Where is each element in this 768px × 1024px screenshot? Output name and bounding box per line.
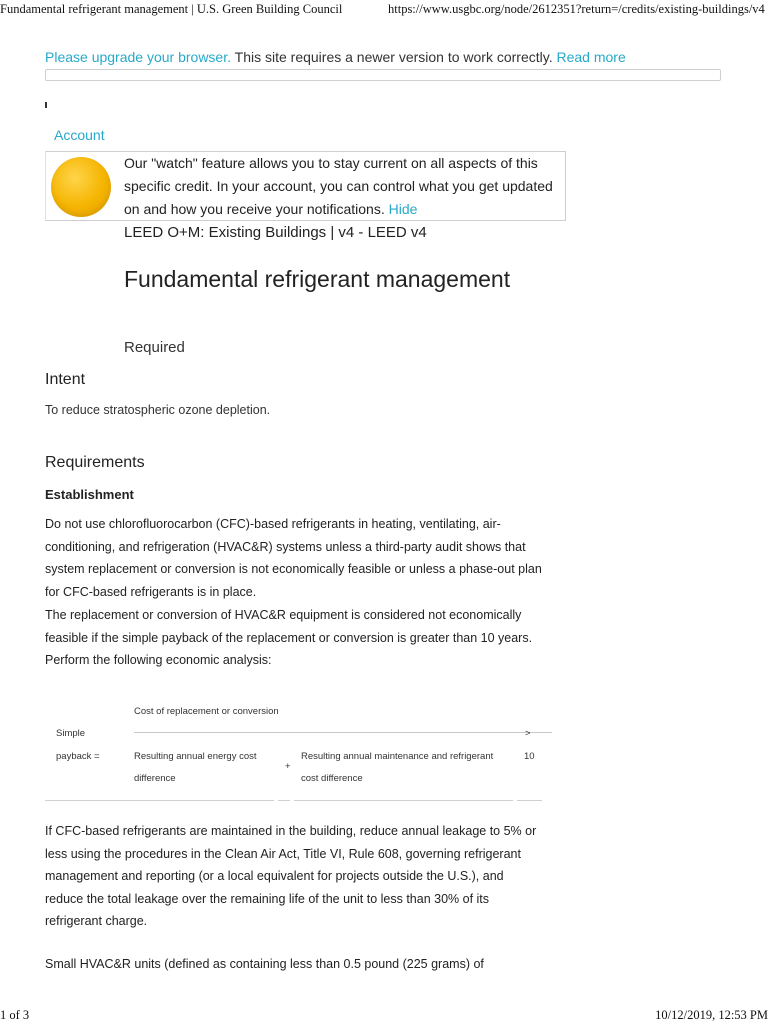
requirements-heading: Requirements (45, 454, 145, 471)
page-title: Fundamental refrigerant management (124, 266, 511, 292)
small-marker (45, 102, 47, 108)
upgrade-notice-bar (45, 69, 721, 81)
upgrade-message: This site requires a newer version to work correctly. (231, 49, 557, 65)
watch-avatar-icon (51, 157, 111, 217)
formula-bottom-border (278, 800, 290, 801)
print-page-number: 1 of 3 (0, 1008, 30, 1022)
formula-plus-sign: + (285, 761, 291, 772)
formula-label-line1: Simple (56, 728, 86, 739)
formula-bottom-border (45, 800, 274, 801)
hide-watch-link[interactable]: Hide (388, 201, 418, 217)
credit-breadcrumb: LEED O+M: Existing Buildings | v4 - LEED v4 (124, 224, 427, 241)
requirements-paragraph-3: If CFC-based refrigerants are maintained in the building, reduce annual leakage to 5% or less using the procedures in the Clean Air Act, Title VI, Rule 608, governing refrigerant management and reporting (or a local equivalent for projects outside the U.S.), and reduce the total leakage over the remaining life of the unit to less than 30% of its refrigerant charge. (45, 824, 537, 928)
print-timestamp: 10/12/2019, 12:53 PM (655, 1008, 768, 1022)
print-footer (0, 1006, 768, 1024)
watch-description: Our "watch" feature allows you to stay current on all aspects of this specific credit. In your account, you can control what you get updated on and how you receive your notifications. (124, 155, 553, 217)
establishment-heading: Establishment (45, 487, 134, 502)
print-page-url: https://www.usgbc.org/node/2612351?return=/credits/existing-buildings/v4 (388, 2, 765, 16)
requirements-paragraph-2: The replacement or conversion of HVAC&R equipment is considered not economically feasible if the simple payback of the replacement or conversion is greater than 10 years. Perform the following economic analysis: (45, 608, 533, 667)
formula-denominator-b-line1: Resulting annual maintenance and refrigerant (301, 751, 494, 762)
browser-upgrade-notice (45, 49, 626, 65)
formula-denominator-a-line1: Resulting annual energy cost (134, 751, 257, 762)
requirements-paragraph-4: Small HVAC&R units (defined as containing less than 0.5 pound (225 grams) of (45, 957, 484, 971)
account-link[interactable]: Account (54, 127, 105, 143)
intent-text: To reduce stratospheric ozone depletion. (45, 403, 271, 417)
watch-feature-text (124, 152, 562, 221)
payback-formula (45, 700, 542, 802)
formula-numerator: Cost of replacement or conversion (134, 706, 279, 717)
print-header (0, 0, 768, 22)
formula-fraction-line (134, 732, 552, 733)
upgrade-browser-link[interactable]: Please upgrade your browser. (45, 49, 231, 65)
read-more-link[interactable]: Read more (556, 49, 626, 65)
formula-bottom-border (294, 800, 513, 801)
formula-greater-than: > (525, 728, 531, 739)
formula-denominator-a-line2: difference (134, 773, 176, 784)
formula-threshold: 10 (524, 751, 535, 762)
credit-status: Required (124, 339, 185, 356)
requirements-paragraph-1: Do not use chlorofluorocarbon (CFC)-based refrigerants in heating, ventilating, air-conditioning, and refrigeration (HVAC&R) systems unless a third-party audit shows that system replacement or conversion is not economically feasible or unless a phase-out plan for CFC-based refrigerants is in place. (45, 517, 542, 599)
formula-bottom-border (517, 800, 542, 801)
formula-denominator-b-line2: cost difference (301, 773, 363, 784)
formula-label-line2: payback = (56, 751, 100, 762)
intent-heading: Intent (45, 371, 86, 388)
print-page-title: Fundamental refrigerant management | U.S. Green Building Council (0, 2, 343, 16)
